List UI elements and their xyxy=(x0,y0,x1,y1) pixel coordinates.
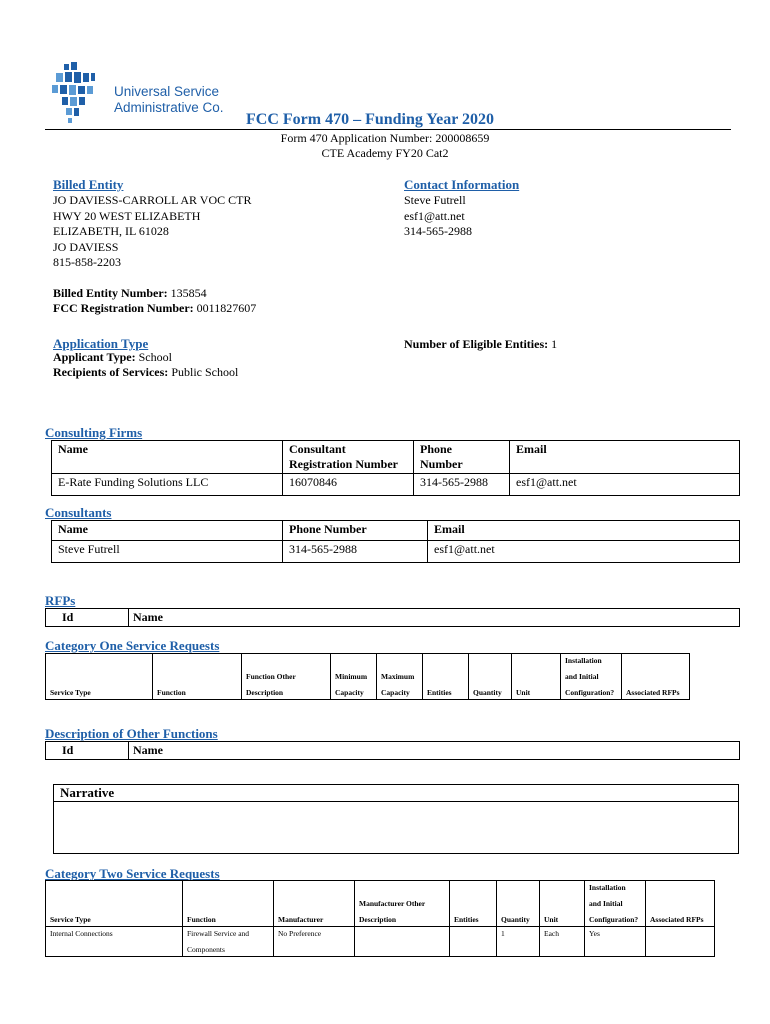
billed-entity-number xyxy=(53,286,207,302)
header-rule xyxy=(45,129,731,130)
category-two-table xyxy=(45,880,715,957)
applicant-type-value: School xyxy=(138,350,172,364)
other-functions-heading: Description of Other Functions xyxy=(45,726,218,741)
col-max-capacity: Maximum Capacity xyxy=(377,654,423,700)
col-entities: Entities xyxy=(423,654,469,700)
ben-label: Billed Entity Number: xyxy=(53,286,168,300)
col-unit: Unit xyxy=(512,654,561,700)
table-header-row xyxy=(46,881,715,927)
function-cell: Firewall Service and Components xyxy=(183,927,274,957)
applicant-type xyxy=(53,350,172,366)
billed-entity-address xyxy=(53,193,251,271)
col-name: Name xyxy=(52,521,283,541)
col-unit: Unit xyxy=(540,881,585,927)
col-associated-rfps: Associated RFPs xyxy=(646,881,715,927)
col-registration: Consultant Registration Number xyxy=(283,441,414,474)
consultant-email: esf1@att.net xyxy=(428,541,740,563)
contact-phone: 314-565-2988 xyxy=(404,224,472,238)
applicant-type-label: Applicant Type: xyxy=(53,350,136,364)
billed-entity-line: JO DAVIESS xyxy=(53,239,119,254)
col-entities: Entities xyxy=(450,881,497,927)
firm-name: E-Rate Funding Solutions LLC xyxy=(52,474,283,496)
table-row xyxy=(46,927,715,957)
consulting-firms-heading: Consulting Firms xyxy=(45,425,143,440)
rfps-table xyxy=(45,608,740,627)
table-row xyxy=(52,541,740,563)
table-header-row xyxy=(46,654,690,700)
col-installation: Installation and Initial Configuration? xyxy=(561,654,622,700)
col-installation: Installation and Initial Configuration? xyxy=(585,881,646,927)
narrative-heading: Narrative xyxy=(54,785,738,802)
col-min-capacity: Minimum Capacity xyxy=(331,654,377,700)
usac-logo-mark-icon xyxy=(50,60,105,125)
eligible-entities-value: 1 xyxy=(551,337,558,351)
rfps-heading: RFPs xyxy=(45,593,76,608)
recipients-of-services xyxy=(53,365,238,381)
contact-name: Steve Futrell xyxy=(404,193,466,207)
col-quantity: Quantity xyxy=(497,881,540,927)
col-phone: Phone Number xyxy=(283,521,428,541)
logo-line-1: Universal Service xyxy=(114,84,220,99)
unit-cell: Each xyxy=(540,927,585,957)
category-one-heading: Category One Service Requests xyxy=(45,638,220,653)
table-header-row xyxy=(52,441,740,474)
col-function: Function xyxy=(153,654,242,700)
application-name: CTE Academy FY20 Cat2 xyxy=(321,146,449,160)
col-name: Name xyxy=(52,441,283,474)
eligible-entities-label: Number of Eligible Entities: xyxy=(404,337,549,351)
contact-info xyxy=(404,193,472,240)
col-email: Email xyxy=(428,521,740,541)
service-type-cell: Internal Connections xyxy=(46,927,183,957)
frn-value: 0011827607 xyxy=(196,301,257,315)
firm-registration: 16070846 xyxy=(283,474,414,496)
associated-rfps-cell xyxy=(646,927,715,957)
fcc-registration-number xyxy=(53,301,256,317)
table-header-row xyxy=(46,742,740,760)
col-service-type: Service Type xyxy=(46,654,153,700)
billed-entity-line: JO DAVIESS-CARROLL AR VOC CTR xyxy=(53,193,252,207)
col-quantity: Quantity xyxy=(469,654,512,700)
col-name: Name xyxy=(129,742,740,760)
col-function-other: Function Other Description xyxy=(242,654,331,700)
billed-entity-line: HWY 20 WEST ELIZABETH xyxy=(53,208,201,223)
col-manufacturer: Manufacturer xyxy=(274,881,355,927)
application-number: Form 470 Application Number: 200008659 xyxy=(280,131,490,145)
frn-label: FCC Registration Number: xyxy=(53,301,194,315)
category-two-heading: Category Two Service Requests xyxy=(45,866,220,881)
firm-email: esf1@att.net xyxy=(510,474,740,496)
recipients-label: Recipients of Services: xyxy=(53,365,169,379)
installation-cell: Yes xyxy=(585,927,646,957)
contact-heading: Contact Information xyxy=(404,177,520,192)
col-associated-rfps: Associated RFPs xyxy=(622,654,690,700)
usac-logo xyxy=(50,60,240,130)
col-manufacturer-other: Manufacturer Other Description xyxy=(355,881,450,927)
eligible-entities xyxy=(404,337,557,353)
application-type-heading: Application Type xyxy=(53,336,149,351)
col-name: Name xyxy=(129,609,740,627)
consultant-phone: 314-565-2988 xyxy=(283,541,428,563)
col-function: Function xyxy=(183,881,274,927)
consulting-firms-table xyxy=(51,440,740,496)
other-functions-table xyxy=(45,741,740,760)
billed-entity-line: ELIZABETH, IL 61028 xyxy=(53,224,169,238)
billed-entity-line: 815-858-2203 xyxy=(53,255,121,269)
col-phone: Phone Number xyxy=(414,441,510,474)
recipients-value: Public School xyxy=(171,365,239,379)
billed-entity-heading: Billed Entity xyxy=(53,177,124,192)
category-one-table xyxy=(45,653,690,700)
consultants-heading: Consultants xyxy=(45,505,112,520)
col-service-type: Service Type xyxy=(46,881,183,927)
manufacturer-other-cell xyxy=(355,927,450,957)
contact-email: esf1@att.net xyxy=(404,208,465,223)
col-id: Id xyxy=(46,609,129,627)
manufacturer-cell: No Preference xyxy=(274,927,355,957)
firm-phone: 314-565-2988 xyxy=(414,474,510,496)
col-email: Email xyxy=(510,441,740,474)
ben-value: 135854 xyxy=(170,286,207,300)
consultants-table xyxy=(51,520,740,563)
narrative-box xyxy=(53,784,739,854)
entities-cell xyxy=(450,927,497,957)
logo-line-2: Administrative Co. xyxy=(114,100,224,115)
consultant-name: Steve Futrell xyxy=(52,541,283,563)
table-header-row xyxy=(46,609,740,627)
table-header-row xyxy=(52,521,740,541)
col-id: Id xyxy=(46,742,129,760)
quantity-cell: 1 xyxy=(497,927,540,957)
form-title: FCC Form 470 – Funding Year 2020 xyxy=(246,111,494,128)
table-row xyxy=(52,474,740,496)
